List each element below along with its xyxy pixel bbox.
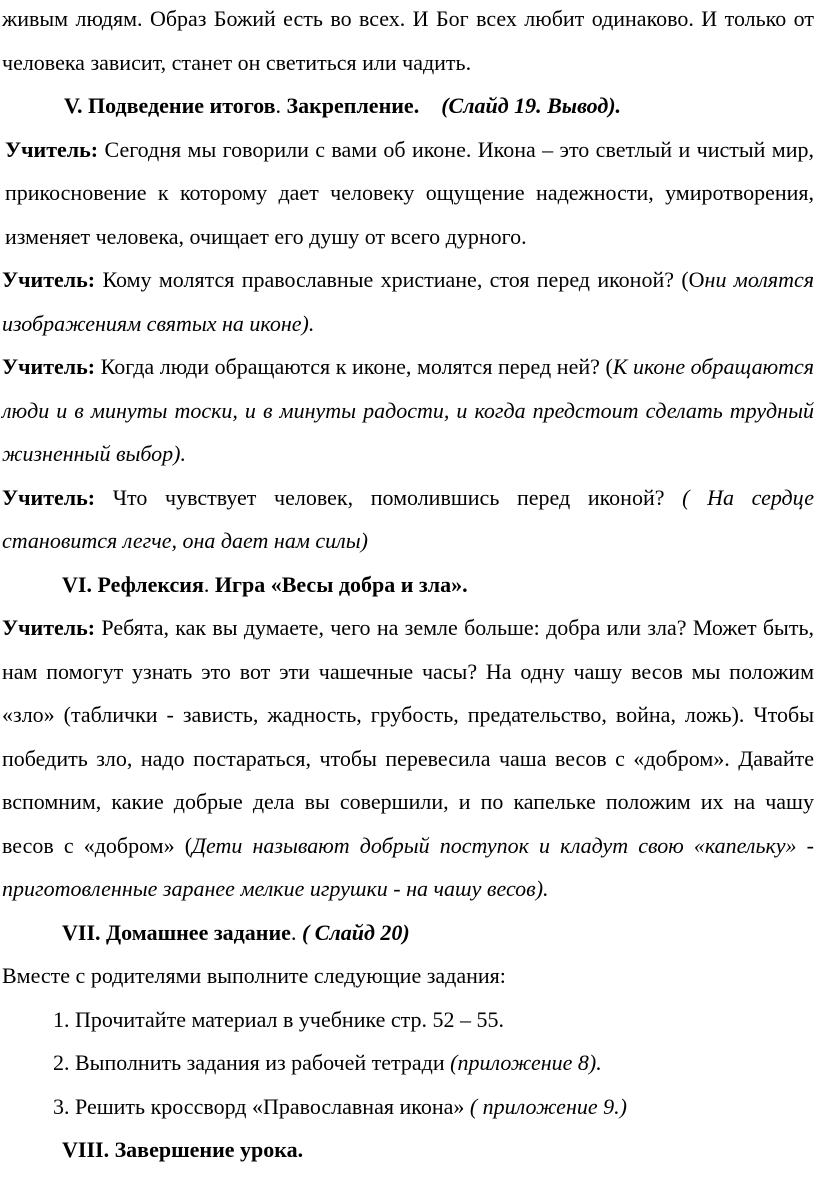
- teacher-remark-1: [2, 128, 814, 259]
- intro-text: Вместе с родителями выполните следующие задания:: [2, 963, 506, 988]
- heading-subtitle: Игра «Весы добра и зла».: [214, 571, 468, 597]
- section-heading-v: [2, 84, 814, 128]
- heading-subtitle: Закрепление.: [286, 93, 420, 118]
- paragraph-text: живым людям. Образ Божий есть во всех. И Бог всех любит одинаково. И только от человека зависит, станет он светиться или чадить.: [2, 6, 814, 75]
- instruction-text: Ребята, как вы думаете, чего на земле больше: добра или зла? Может быть, нам помогут узнать это вот эти чашечные часы? На одну чашу весов мы положим «зло» (таблички - зависть, жадность, грубость, предательство, война, ложь). Чтобы победить зло, надо постараться, чтобы перевесила чаша весов с «добром». Давайте вспомним, какие добрые дела вы совершили, и по капельке положим их на чашу весов с «добром» (: [2, 615, 814, 858]
- remark-text: Сегодня мы говорили с вами об иконе. Икона – это светлый и чистый мир, прикосновение к которому дает человеку ощущение надежности, умиротворения, изменяет человека, очищает его душу от всего дурного.: [5, 136, 814, 249]
- slide-reference: ( Слайд 20): [301, 919, 410, 945]
- homework-task-3: [2, 1085, 814, 1129]
- speaker-label: Учитель:: [2, 354, 96, 379]
- section-heading-vii: [2, 911, 814, 955]
- teacher-question-1: [2, 258, 814, 345]
- homework-task-1: [2, 998, 814, 1042]
- question-text: Кому молятся православные христиане, стоя перед иконой? (О: [95, 267, 705, 292]
- heading-title: V. Подведение итогов: [64, 93, 276, 118]
- task-note: (приложение 8).: [450, 1050, 602, 1075]
- answer-text: ( На сердце становится легче, она дает нам силы): [2, 484, 814, 553]
- task-text: 2. Выполнить задания из рабочей тетради: [53, 1050, 451, 1075]
- homework-task-2: [2, 1041, 814, 1085]
- homework-intro: [2, 954, 814, 998]
- answer-text: ни молятся изображениям святых на иконе).: [2, 267, 814, 336]
- task-text: 3. Решить кроссворд «Православная икона»: [53, 1093, 470, 1119]
- task-text: 1. Прочитайте материал в учебнике стр. 52 – 55.: [53, 1006, 505, 1032]
- heading-separator: .: [290, 919, 302, 945]
- paragraph-intro: [2, 0, 814, 84]
- answer-text: К иконе обращаются люди и в минуты тоски, и в минуты радости, и когда предстоит сделать трудный жизненный выбор).: [2, 354, 814, 466]
- speaker-label: Учитель:: [5, 136, 99, 162]
- teacher-question-3: [2, 476, 814, 563]
- speaker-label: Учитель:: [2, 615, 96, 640]
- answer-text: Дети называют добрый поступок и кладут свою «капельку» - приготовленные заранее мелкие игрушки - на чашу весов).: [2, 832, 814, 901]
- heading-title: VII. Домашнее задание: [62, 919, 291, 945]
- question-text: Когда люди обращаются к иконе, молятся перед ней? (: [95, 354, 613, 379]
- section-heading-vi: [2, 563, 814, 607]
- teacher-game-instruction: [2, 606, 814, 911]
- heading-separator: .: [275, 93, 287, 118]
- task-note: ( приложение 9.): [469, 1093, 627, 1119]
- heading-separator: .: [203, 571, 215, 597]
- question-text: Что чувствует человек, помолившись перед иконой?: [95, 484, 683, 510]
- speaker-label: Учитель:: [2, 267, 96, 292]
- heading-title: VI. Рефлексия: [62, 571, 204, 597]
- speaker-label: Учитель:: [2, 484, 96, 510]
- slide-reference: (Слайд 19. Вывод).: [441, 93, 622, 118]
- teacher-question-2: [2, 345, 814, 476]
- section-heading-viii: [2, 1128, 814, 1172]
- heading-title: VIII. Завершение урока.: [62, 1137, 304, 1162]
